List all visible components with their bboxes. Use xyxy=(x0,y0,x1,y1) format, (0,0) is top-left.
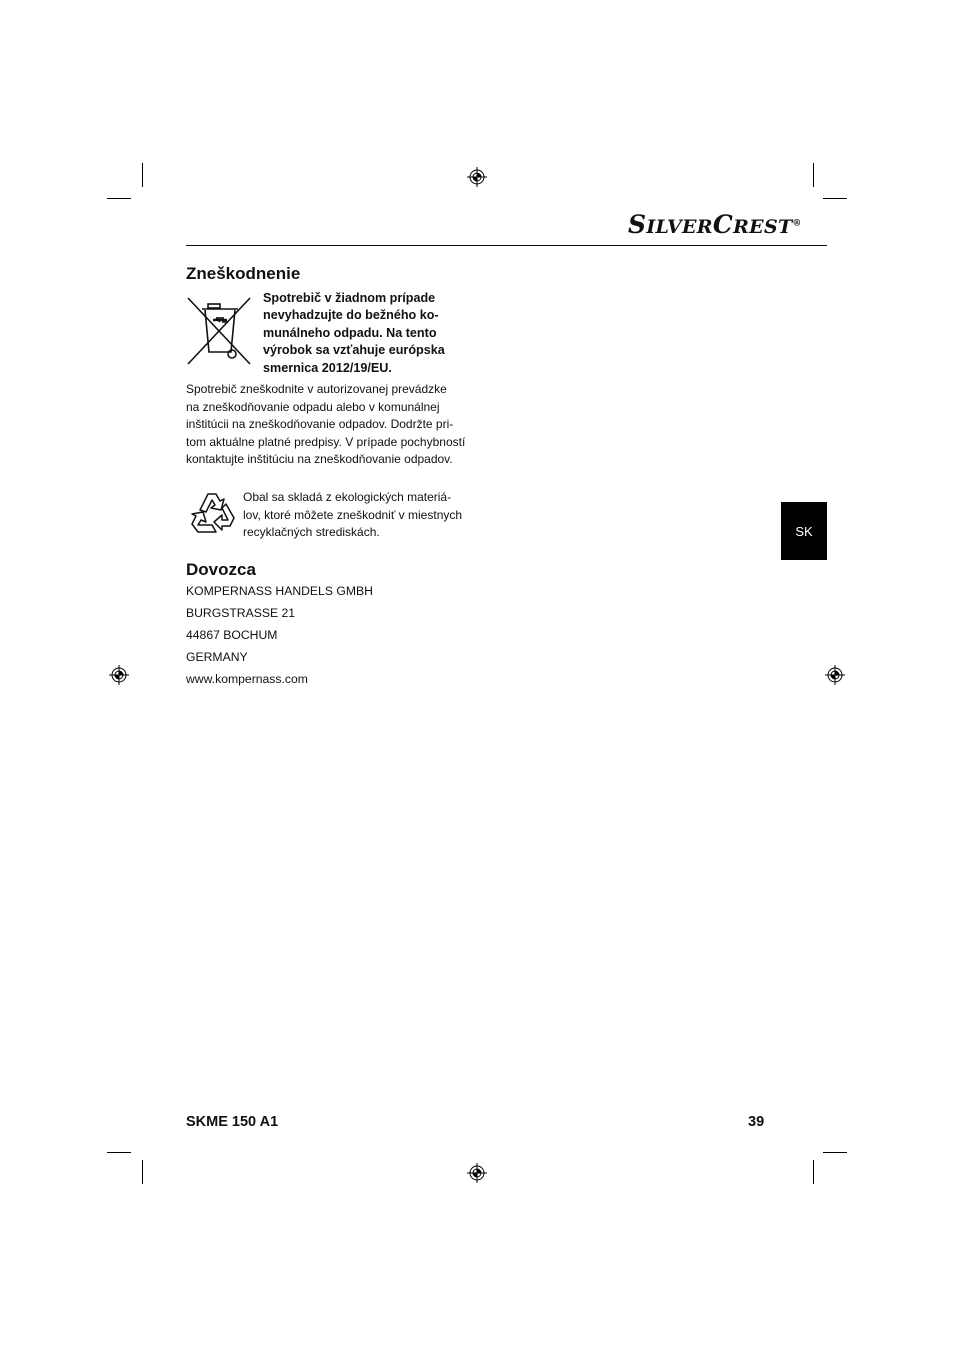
warning-line: výrobok sa vzťahuje európska xyxy=(263,343,445,358)
warning-line: nevyhadzujte do bežného ko- xyxy=(263,308,439,323)
packaging-line: recyklačných strediskách. xyxy=(243,525,380,540)
paragraph-line: inštitúcii na zneškodňovanie odpadov. Dodržte pri- xyxy=(186,417,454,432)
disposal-heading: Zneškodnenie xyxy=(186,264,301,283)
crop-mark xyxy=(142,1160,143,1184)
crop-mark xyxy=(142,163,143,187)
packaging-note xyxy=(243,489,478,542)
importer-website-link[interactable]: www.kompernass.com xyxy=(186,672,308,686)
paragraph-line: na zneškodňovanie odpadu alebo v komunálnej xyxy=(186,399,440,414)
registration-mark-icon xyxy=(109,665,129,685)
language-tab xyxy=(781,502,827,560)
warning-line: munálneho odpadu. Na tento xyxy=(263,325,437,340)
packaging-line: lov, ktoré môžete zneškodniť v miestnych xyxy=(243,507,463,522)
registration-mark-icon xyxy=(825,665,845,685)
crop-mark xyxy=(823,198,847,199)
importer-country: GERMANY xyxy=(186,650,248,664)
language-tab-label: SK xyxy=(795,523,813,539)
crop-mark xyxy=(107,1152,131,1153)
warning-line: smernica 2012/19/EU. xyxy=(263,360,392,375)
footer-model: SKME 150 A1 xyxy=(186,1114,279,1130)
brand-letter: S xyxy=(628,210,647,239)
paragraph-line: Spotrebič zneškodnite v autorizovanej prevádzke xyxy=(186,382,447,396)
header-rule xyxy=(186,245,827,246)
crop-mark xyxy=(107,198,131,199)
brand-part: ILVER xyxy=(646,216,713,238)
page-number: 39 xyxy=(748,1114,765,1130)
paragraph-line: kontaktujte inštitúciu na zneškodňovanie odpadov. xyxy=(186,452,453,467)
crop-mark xyxy=(813,163,814,187)
crop-mark xyxy=(813,1160,814,1184)
packaging-line: Obal sa skladá z ekologických materiá- xyxy=(243,490,452,504)
brand-logo xyxy=(628,210,828,242)
brand-part: REST xyxy=(733,216,793,238)
brand-letter: C xyxy=(712,210,734,239)
importer-street: BURGSTRASSE 21 xyxy=(186,606,296,620)
paragraph-line: tom aktuálne platné predpisy. V prípade pochybností xyxy=(186,434,466,449)
importer-city: 44867 BOCHUM xyxy=(186,628,278,642)
disposal-warning xyxy=(263,290,473,377)
crossed-out-wheeled-bin-icon xyxy=(186,296,252,366)
warning-line: Spotrebič v žiadnom prípade xyxy=(263,291,436,305)
importer-company: KOMPERNASS HANDELS GMBH xyxy=(186,584,373,598)
importer-heading: Dovozca xyxy=(186,560,256,579)
disposal-paragraph xyxy=(186,381,476,469)
crop-mark xyxy=(823,1152,847,1153)
recycling-arrows-icon xyxy=(186,488,238,538)
registration-mark-icon xyxy=(467,1163,487,1183)
registration-mark-icon xyxy=(467,167,487,187)
registered-mark: ® xyxy=(792,218,802,229)
